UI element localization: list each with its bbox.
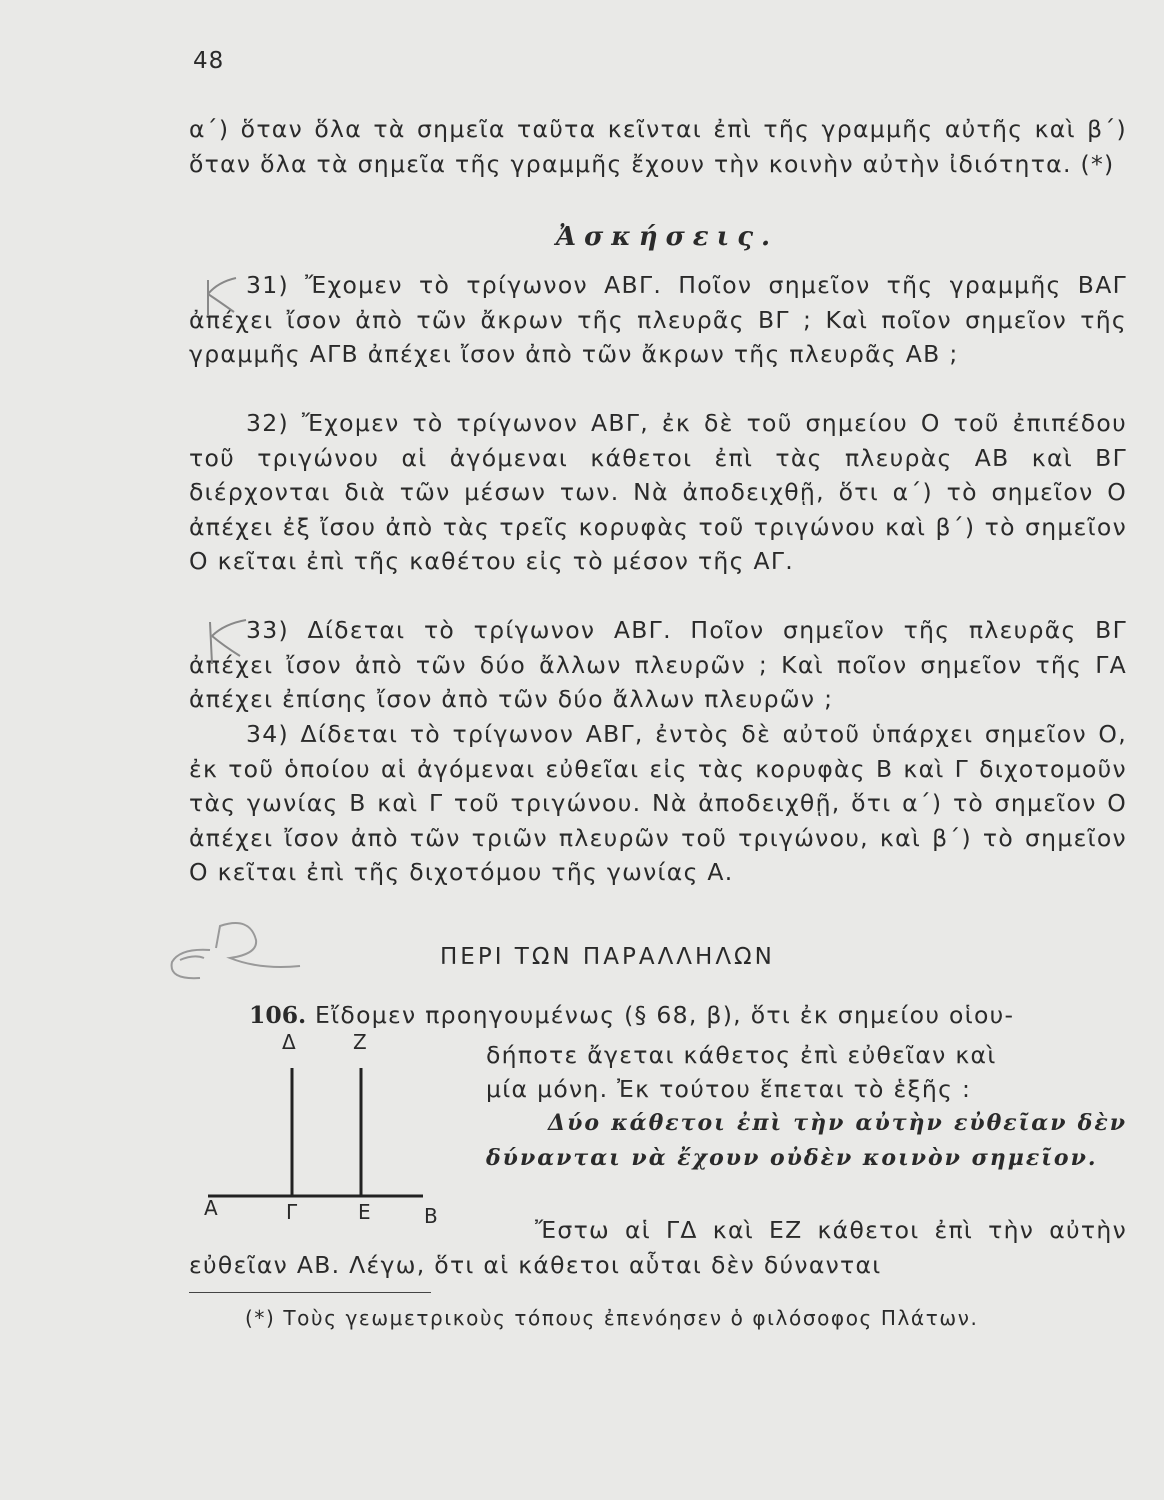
exercise-34: 34) Δίδεται τὸ τρίγωνον ΑΒΓ, ἐντὸς δὲ αὐτοῦ ὑπάρχει σημεῖον Ο, ἐκ τοῦ ὁποίου αἱ ἀγόμεναι εὐθεῖαι εἰς τὰς κορυφὰς Β καὶ Γ διχοτομοῦν τὰς γωνίας Β καὶ Γ τοῦ τριγώνου. Νὰ ἀποδειχθῇ, ὅτι α΄) τὸ σημεῖον Ο ἀπέχει ἴσον ἀπὸ τῶν τριῶν πλευρῶν τοῦ τριγώνου, καὶ β΄) τὸ σημεῖον Ο κεῖται ἐπὶ τῆς διχοτόμου τῆς γωνίας Α. [189, 720, 1127, 886]
section-106-opening: Εἴδομεν προηγουμένως (§ 68, β), ὅτι ἐκ σημείου οἱου- [315, 1001, 1015, 1029]
paragraph-106-side-line-1: δήποτε ἄγεται κάθετος ἐπὶ εὐθεῖαν καὶ [486, 1041, 997, 1069]
pencil-check-mark [196, 612, 256, 672]
exercise-31: 31) Ἔχομεν τὸ τρίγωνον ΑΒΓ. Ποῖον σημεῖον τῆς γραμμῆς ΒΑΓ ἀπέχει ἴσον ἀπὸ τῶν ἄκρων τῆς πλευρᾶς ΒΓ ; Καὶ ποῖον σημεῖον τῆς γραμμῆς ΑΓΒ ἀπέχει ἴσον ἀπὸ τῶν ἄκρων τῆς πλευρᾶς ΑΒ ; [189, 271, 1127, 368]
label-beta: Β [424, 1204, 438, 1228]
label-delta: Δ [282, 1030, 296, 1054]
label-zeta: Ζ [353, 1030, 367, 1054]
paragraph-106-side-line-2: μία μόνη. Ἐκ τούτου ἕπεται τὸ ἑξῆς : [486, 1075, 972, 1103]
label-gamma: Γ [286, 1200, 298, 1224]
figure-lines [198, 1030, 458, 1230]
label-epsilon: Ε [358, 1200, 371, 1224]
continuation-first-line: Ἔστω αἱ ΓΔ καὶ ΕΖ κάθετοι ἐπὶ τὴν [535, 1216, 1035, 1244]
exercise-33: 33) Δίδεται τὸ τρίγωνον ΑΒΓ. Ποῖον σημεῖον τῆς πλευρᾶς ΒΓ ἀπέχει ἴσον ἀπὸ τῶν δύο ἄλλων πλευρῶν ; Καὶ ποῖον σημεῖον τῆς ΓΑ ἀπέχει ἐπίσης ἴσον ἀπὸ τῶν δύο ἄλλων πλευρῶν ; [189, 616, 1127, 713]
paragraph-106-continuation [189, 1213, 1127, 1282]
continuation-rest: αὐτὴν εὐθεῖαν ΑΒ. Λέγω, ὅτι αἱ κάθετοι αὗται δὲν δύνανται [189, 1216, 1127, 1279]
theorem-statement: Δύο κάθετοι ἐπὶ τὴν αὐτὴν εὐθεῖαν δὲν δύνανται νὰ ἔχουν οὐδὲν κοινὸν σημεῖον. [486, 1110, 1127, 1171]
intro-paragraph: α΄) ὅταν ὅλα τὰ σημεῖα ταῦτα κεῖνται ἐπὶ τῆς γραμμῆς αὐτῆς καὶ β΄) ὅταν ὅλα τὰ σημεῖα τῆς γραμμῆς ἔχουν τὴν κοινὴν αὐτὴν ἰδιότητα. (*) [189, 115, 1127, 178]
label-alpha: Α [204, 1196, 218, 1220]
perpendiculars-figure [198, 1030, 458, 1230]
pencil-check-mark [196, 272, 246, 322]
exercise-32: 32) Ἔχομεν τὸ τρίγωνον ΑΒΓ, ἐκ δὲ τοῦ σημείου Ο τοῦ ἐπιπέδου τοῦ τριγώνου αἱ ἀγόμεναι κάθετοι ἐπὶ τὰς πλευρὰς ΑΒ καὶ ΒΓ διέρχονται διὰ τῶν μέσων των. Νὰ ἀποδειχθῇ, ὅτι α΄) τὸ σημεῖον Ο ἀπέχει ἐξ ἴσου ἀπὸ τὰς τρεῖς κορυφὰς τοῦ τριγώνου καὶ β΄) τὸ σημεῖον Ο κεῖται ἐπὶ τῆς καθέτου εἰς τὸ μέσον τῆς ΑΓ. [189, 409, 1127, 575]
pencil-signature [160, 920, 310, 990]
section-number: 106. [249, 1001, 307, 1029]
footnote-divider [189, 1292, 431, 1293]
footnote: (*) Τοὺς γεωμετρικοὺς τόπους ἐπενόησεν ὁ φιλόσοφος Πλάτων. [245, 1306, 979, 1330]
paragraph-106-first-line [249, 998, 1127, 1033]
chapter-heading: ΠΕΡΙ ΤΩΝ ΠΑΡΑΛΛΗΛΩΝ [440, 944, 775, 970]
exercises-heading: Ἀσκήσεις. [555, 222, 779, 252]
page-number: 48 [193, 48, 225, 74]
